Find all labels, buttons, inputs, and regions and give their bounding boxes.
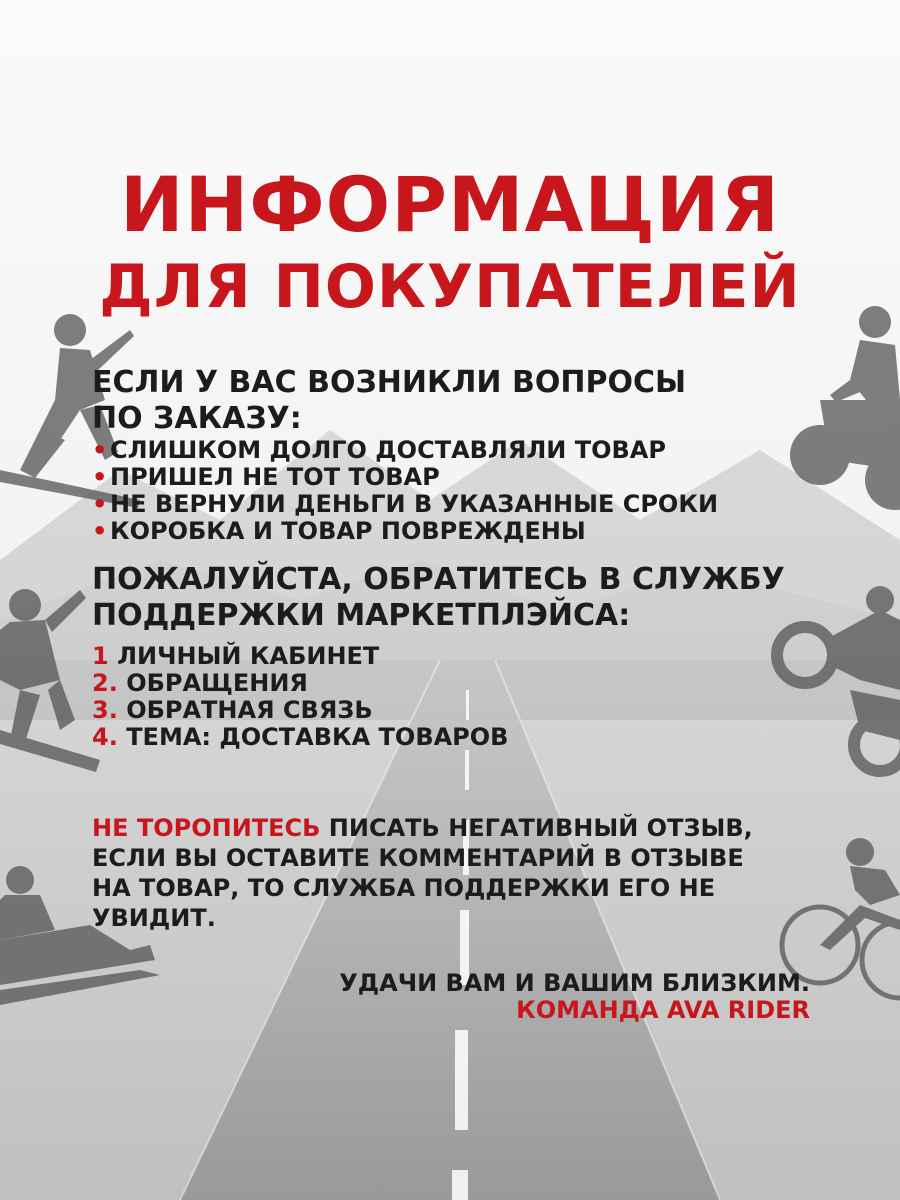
warning-line-1 xyxy=(92,813,832,843)
bullet-icon: • xyxy=(92,490,108,518)
bullet-icon: • xyxy=(92,436,108,464)
support-heading-line-1: ПОЖАЛУЙСТА, ОБРАТИТЕСЬ В СЛУЖБУ xyxy=(92,562,785,597)
step-item xyxy=(92,670,832,697)
list-item xyxy=(92,464,832,491)
title-line-2: ДЛЯ ПОКУПАТЕЛЕЙ xyxy=(99,252,801,322)
list-item-text: ПРИШЕЛ НЕ ТОТ ТОВАР xyxy=(110,463,440,491)
step-text: ОБРАЩЕНИЯ xyxy=(126,669,308,697)
bullet-icon: • xyxy=(92,517,108,545)
warning-line-1-rest: ПИСАТЬ НЕГАТИВНЫЙ ОТЗЫВ, xyxy=(320,814,753,842)
step-text: ТЕМА: ДОСТАВКА ТОВАРОВ xyxy=(126,723,509,751)
step-number: 3. xyxy=(92,696,118,724)
support-heading xyxy=(92,562,832,634)
step-text: ЛИЧНЫЙ КАБИНЕТ xyxy=(117,642,380,670)
list-item-text: СЛИШКОМ ДОЛГО ДОСТАВЛЯЛИ ТОВАР xyxy=(110,436,666,464)
step-item xyxy=(92,724,832,751)
questions-list xyxy=(92,437,832,545)
questions-heading xyxy=(92,365,832,437)
step-number: 1 xyxy=(92,642,109,670)
step-number: 2. xyxy=(92,669,118,697)
warning-line-2: ЕСЛИ ВЫ ОСТАВИТЕ КОММЕНТАРИЙ В ОТЗЫВЕ xyxy=(92,844,744,872)
step-item xyxy=(92,697,832,724)
step-text: ОБРАТНАЯ СВЯЗЬ xyxy=(126,696,373,724)
list-item xyxy=(92,437,832,464)
questions-heading-line-2: ПО ЗАКАЗУ: xyxy=(92,401,302,436)
list-item xyxy=(92,491,832,518)
signature xyxy=(339,970,810,1024)
bullet-icon: • xyxy=(92,463,108,491)
warning-text xyxy=(92,813,832,933)
questions-heading-line-1: ЕСЛИ У ВАС ВОЗНИКЛИ ВОПРОСЫ xyxy=(92,365,687,400)
support-steps xyxy=(92,643,832,751)
title-line-1: ИНФОРМАЦИЯ xyxy=(120,160,780,249)
warning-line-3: НА ТОВАР, ТО СЛУЖБА ПОДДЕРЖКИ ЕГО НЕ xyxy=(92,874,716,902)
list-item-text: НЕ ВЕРНУЛИ ДЕНЬГИ В УКАЗАННЫЕ СРОКИ xyxy=(110,490,719,518)
warning-highlight: НЕ ТОРОПИТЕСЬ xyxy=(92,814,321,842)
support-heading-line-2: ПОДДЕРЖКИ МАРКЕТПЛЭЙСА: xyxy=(92,598,631,633)
warning-line-4: УВИДИТ. xyxy=(92,904,216,932)
step-item xyxy=(92,643,832,670)
step-number: 4. xyxy=(92,723,118,751)
list-item-text: КОРОБКА И ТОВАР ПОВРЕЖДЕНЫ xyxy=(110,517,586,545)
list-item xyxy=(92,518,832,545)
signature-line-2: КОМАНДА AVA RIDER xyxy=(516,996,810,1024)
signature-line-1: УДАЧИ ВАМ И ВАШИМ БЛИЗКИМ. xyxy=(339,969,810,997)
